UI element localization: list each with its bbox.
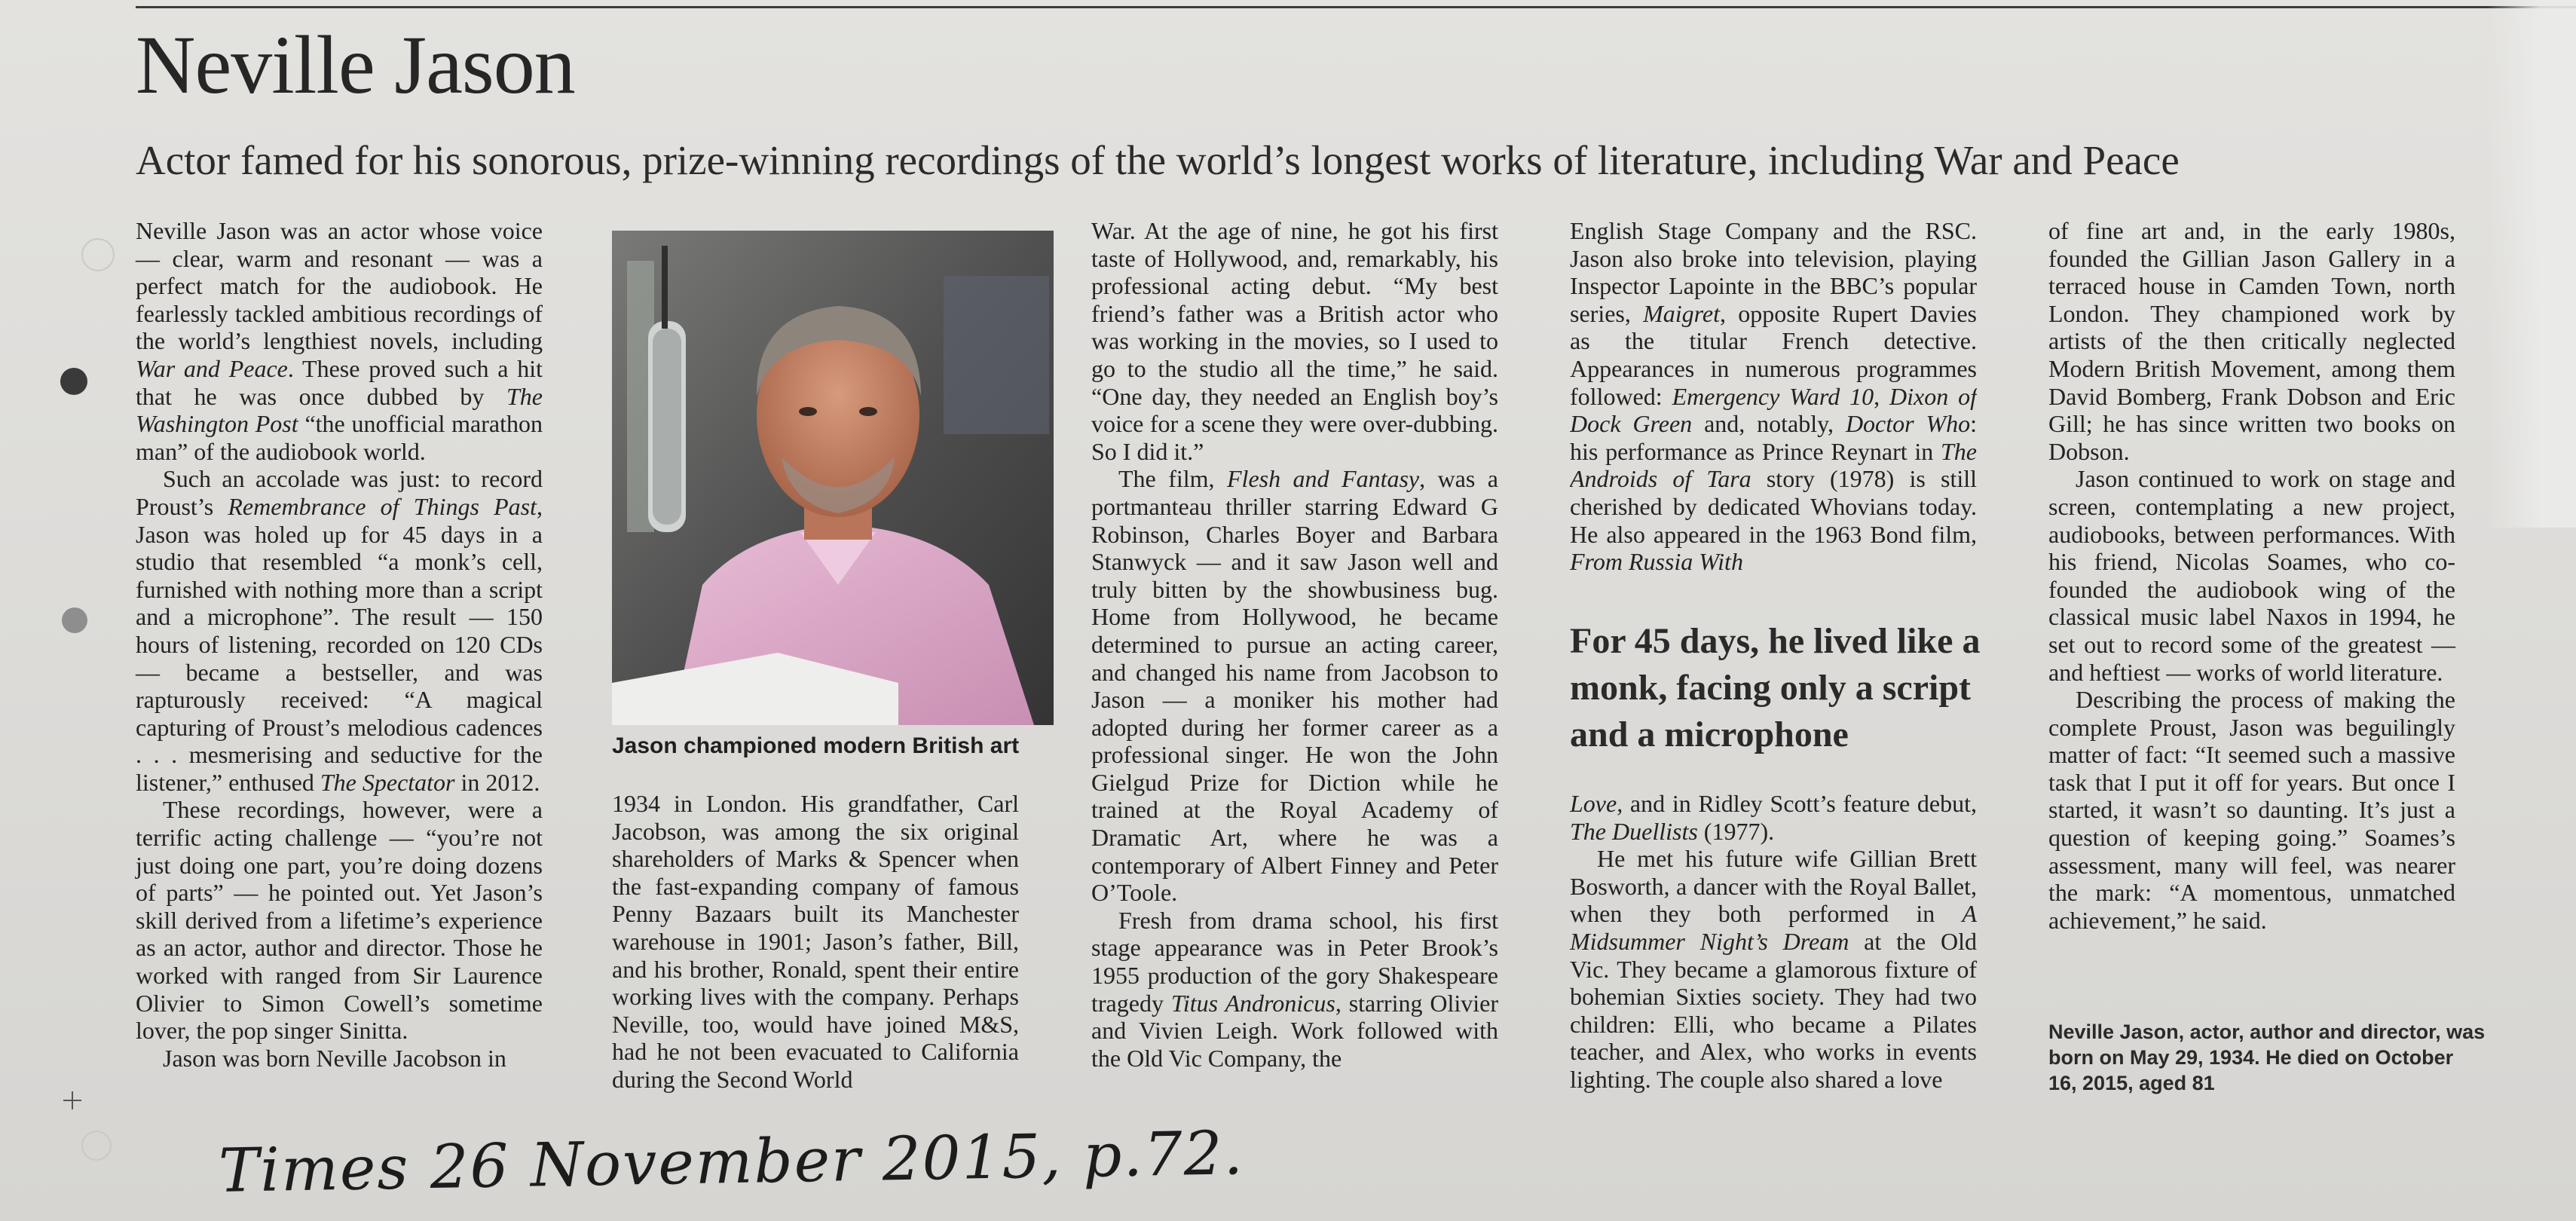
standfirst: Actor famed for his sonorous, prize-winning recordings of the world’s longest works of literature, including War and Peace <box>136 137 2180 183</box>
photo-caption: Jason championed modern British art <box>612 733 1020 758</box>
handwritten-source-note: Times 26 November 2015, p.72. <box>218 1118 1245 1206</box>
body-column-3 <box>1091 217 1498 1106</box>
article-paragraph: Such an accolade was just: to record Proust’s Remembrance of Things Past, Jason was holed up for 45 days in a studio that resembled “a monk’s cell, furnished with nothing more than a script and a microphone”. The result — 150 hours of listening, recorded on 120 CDs — became a bestseller, and was rapturously received: “A magical capturing of Proust’s melodious cadences . . . mesmerising and seductive for the listener,” enthused The Spectator in 2012. <box>136 465 543 796</box>
article-paragraph: English Stage Company and the RSC. Jason also broke into television, playing Inspector Lapointe in the BBC’s popular series, Maigret, opposite Rupert Davies as the titular French detective. Appearances in numerous programmes followed: Emergency Ward 10, Dixon of Dock Green and, notably, Doctor Who: his performance as Prince Reynart in The Androids of Tara story (1978) is still cherished by dedicated Whovians today. He also appeared in the 1963 Bond film, From Russia With <box>1570 217 1977 576</box>
italic-title: A Midsummer Night’s Dream <box>1570 900 1977 955</box>
article-paragraph: Describing the process of making the complete Proust, Jason was beguilingly matter of fact: “It seemed such a massive task that I put it off for years. But once I started, it wasn’t so daunting. It’s just a question of keeping going.” Soames’s assessment, many will feel, was nearer the mark: “A momentous, unmatched achievement,” he said. <box>2048 686 2455 934</box>
article-paragraph: Neville Jason was an actor whose voice — clear, warm and resonant — was a perfect match for the audiobook. He fearlessly tackled ambitious recordings of the world’s lengthiest novels, including War and Peace. These proved such a hit that he was once dubbed by The Washington Post “the unofficial marathon man” of the audiobook world. <box>136 217 543 465</box>
portrait-photo <box>612 231 1054 725</box>
article-paragraph: 1934 in London. His grandfather, Carl Jacobson, was among the six original shareholders of Marks & Spencer when the fast-expanding company of famous Penny Bazaars built its Manchester warehouse in 1901; Jason’s father, Bill, and his brother, Ronald, spent their entire working lives with the company. Perhaps Neville, too, would have joined M&S, had he not been evacuated to California during the Second World <box>612 790 1019 1093</box>
portrait-illustration <box>612 231 1054 725</box>
italic-title: Love, <box>1570 790 1623 817</box>
article-paragraph: War. At the age of nine, he got his first taste of Hollywood, and, remarkably, his professional acting debut. “My best friend’s father was a British actor who was working in the movies, so I used to go to the studio all the time,” he said. “One day, they needed an English boy’s voice for a scene they were over-dubbing. So I did it.” <box>1091 217 1498 465</box>
article-paragraph: The film, Flesh and Fantasy, was a portmanteau thriller starring Edward G Robinson, Charles Boyer and Barbara Stanwyck — and it saw Jason well and truly bitten by the showbusiness bug. Home from Hollywood, he became determined to pursue an acting career, and changed his name from Jacobson to Jason — a moniker his mother had adopted during her former career as a professional singer. He won the John Gielgud Prize for Diction while he trained at the Royal Academy of Dramatic Art, where he was a contemporary of Albert Finney and Peter O’Toole. <box>1091 465 1498 907</box>
punch-hole <box>60 368 87 395</box>
article-paragraph: These recordings, however, were a terrific acting challenge — “you’re not just doing one part, you’re doing dozens of parts” — he pointed out. Yet Jason’s skill derived from a lifetime’s experience as an actor, author and director. Those he worked with ranged from Sir Laurence Olivier to Simon Cowell’s sometime lover, the pop singer Sinitta. <box>136 796 543 1045</box>
italic-title: Dixon of Dock Green <box>1570 382 1977 438</box>
body-column-4-bottom <box>1570 790 1977 1094</box>
pull-quote: For 45 days, he lived like a monk, facing only a script and a microphone <box>1570 621 1981 754</box>
italic-title: Flesh and Fantasy <box>1227 465 1420 493</box>
italic-title: Titus Andronicus <box>1170 989 1335 1017</box>
article-paragraph: Jason continued to work on stage and screen, contemplating a new project, audiobooks, between performances. With his friend, Nicolas Soames, who co-founded the audiobook wing of the classical music label Naxos in 1994, he set out to record some of the greatest — and heftiest — works of world literature. <box>2048 465 2455 686</box>
italic-title: From Russia With <box>1570 548 1743 576</box>
italic-title: The Androids of Tara <box>1570 437 1977 493</box>
article-paragraph: of fine art and, in the early 1980s, founded the Gillian Jason Gallery in a terraced house in Camden Town, north London. They championed work by artists of the then critically neglected Modern British Movement, among them David Bomberg, Frank Dobson and Eric Gill; he has since written two books on Dobson. <box>2048 217 2455 465</box>
obituary-signoff: Neville Jason, actor, author and director, was born on May 29, 1934. He died on October 16, 2015, aged 81 <box>2048 1021 2486 1094</box>
italic-title: Emergency Ward 10 <box>1672 382 1874 410</box>
body-column-2 <box>612 790 1019 1108</box>
article-paragraph: Jason was born Neville Jacobson in <box>163 1044 506 1072</box>
italic-title: The Duellists <box>1570 817 1698 845</box>
top-rule <box>136 6 2576 8</box>
body-column-1 <box>136 217 543 1106</box>
body-column-5 <box>2048 217 2455 978</box>
headline: Neville Jason <box>136 19 575 111</box>
article-paragraph: Fresh from drama school, his first stage appearance was in Peter Brook’s 1955 production of the gory Shakespeare tragedy Titus Andronicus, starring Olivier and Vivien Leigh. Work followed with the Old Vic Company, the <box>1091 906 1499 1072</box>
italic-title: The Spectator <box>320 768 455 796</box>
registration-mark <box>63 1091 81 1109</box>
adjacent-page-edge <box>2487 0 2576 528</box>
punch-hole <box>81 1131 112 1161</box>
punch-hole <box>62 607 87 633</box>
punch-hole <box>81 238 115 271</box>
italic-title: Doctor Who <box>1845 410 1971 438</box>
article-paragraph: Love, and in Ridley Scott’s feature debut, The Duellists (1977). <box>1570 790 1977 845</box>
italic-title: Maigret <box>1643 299 1720 327</box>
italic-title: Remembrance of Things Past <box>228 492 537 520</box>
italic-title: War and Peace <box>136 354 288 382</box>
article-paragraph: He met his future wife Gillian Brett Bosworth, a dancer with the Royal Ballet, when they both performed in A Midsummer Night’s Dream at the Old Vic. They became a glamorous fixture of bohemian Sixties society. They had two children: Elli, who became a Pilates teacher, and Alex, who works in events lighting. The couple also shared a love <box>1570 845 1977 1093</box>
italic-title: The Washington Post <box>136 382 543 438</box>
